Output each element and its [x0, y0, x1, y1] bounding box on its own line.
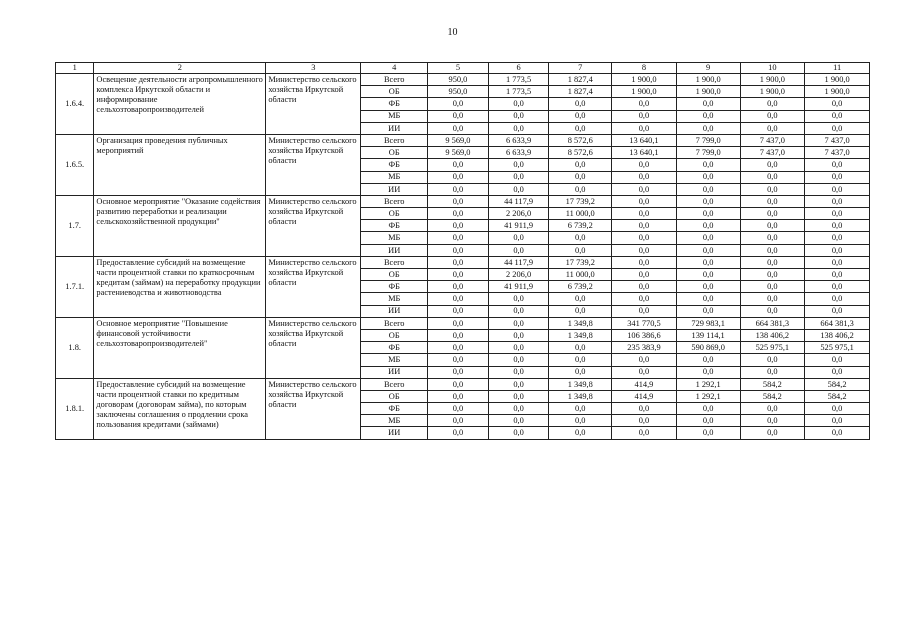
- amount-cell: 1 773,5: [488, 74, 549, 86]
- amount-cell: 0,0: [549, 159, 612, 171]
- amount-cell: 0,0: [612, 122, 677, 134]
- amount-cell: 0,0: [428, 122, 489, 134]
- amount-cell: 8 572,6: [549, 134, 612, 146]
- funding-source: ОБ: [361, 86, 428, 98]
- amount-cell: 0,0: [428, 317, 489, 329]
- responsible-executor: Министерство сельского хозяйства Иркутской области: [266, 256, 361, 317]
- item-number: 1.8.1.: [56, 378, 94, 439]
- funding-source: ФБ: [361, 220, 428, 232]
- amount-cell: 0,0: [676, 159, 740, 171]
- amount-cell: 0,0: [549, 98, 612, 110]
- amount-cell: 0,0: [676, 208, 740, 220]
- amount-cell: 0,0: [428, 159, 489, 171]
- amount-cell: 0,0: [488, 159, 549, 171]
- amount-cell: 0,0: [612, 354, 677, 366]
- amount-cell: 0,0: [612, 244, 677, 256]
- amount-cell: 0,0: [549, 232, 612, 244]
- amount-cell: 0,0: [740, 110, 805, 122]
- column-header: 1: [56, 63, 94, 74]
- amount-cell: 0,0: [612, 232, 677, 244]
- amount-cell: 525 975,1: [740, 342, 805, 354]
- amount-cell: 0,0: [488, 427, 549, 439]
- amount-cell: 584,2: [740, 390, 805, 402]
- amount-cell: 138 406,2: [740, 329, 805, 341]
- amount-cell: 0,0: [488, 122, 549, 134]
- amount-cell: 235 383,9: [612, 342, 677, 354]
- amount-cell: 7 437,0: [740, 147, 805, 159]
- amount-cell: 1 900,0: [740, 86, 805, 98]
- amount-cell: 11 000,0: [549, 269, 612, 281]
- funding-source: Всего: [361, 134, 428, 146]
- funding-source: ОБ: [361, 269, 428, 281]
- column-header: 8: [612, 63, 677, 74]
- amount-cell: 0,0: [488, 390, 549, 402]
- amount-cell: 44 117,9: [488, 256, 549, 268]
- column-header: 6: [488, 63, 549, 74]
- amount-cell: 0,0: [549, 427, 612, 439]
- amount-cell: 0,0: [428, 427, 489, 439]
- amount-cell: 0,0: [549, 122, 612, 134]
- amount-cell: 0,0: [488, 293, 549, 305]
- amount-cell: 584,2: [740, 378, 805, 390]
- page-number: 10: [447, 27, 458, 38]
- amount-cell: 13 640,1: [612, 147, 677, 159]
- amount-cell: 2 206,0: [488, 269, 549, 281]
- amount-cell: 0,0: [612, 427, 677, 439]
- amount-cell: 9 569,0: [428, 147, 489, 159]
- amount-cell: 0,0: [488, 98, 549, 110]
- funding-source: ФБ: [361, 403, 428, 415]
- amount-cell: 0,0: [428, 256, 489, 268]
- amount-cell: 1 349,8: [549, 317, 612, 329]
- funding-source: МБ: [361, 293, 428, 305]
- amount-cell: 0,0: [676, 220, 740, 232]
- amount-cell: 0,0: [740, 208, 805, 220]
- amount-cell: 1 827,4: [549, 86, 612, 98]
- column-header: 5: [428, 63, 489, 74]
- amount-cell: 6 739,2: [549, 281, 612, 293]
- amount-cell: 11 000,0: [549, 208, 612, 220]
- amount-cell: 0,0: [612, 256, 677, 268]
- funding-source: ИИ: [361, 183, 428, 195]
- funding-source: ФБ: [361, 98, 428, 110]
- amount-cell: 0,0: [428, 208, 489, 220]
- amount-cell: 0,0: [676, 269, 740, 281]
- amount-cell: 0,0: [676, 232, 740, 244]
- amount-cell: 1 900,0: [612, 86, 677, 98]
- amount-cell: 0,0: [612, 415, 677, 427]
- amount-cell: 0,0: [740, 232, 805, 244]
- amount-cell: 0,0: [488, 378, 549, 390]
- column-header: 2: [94, 63, 266, 74]
- amount-cell: 0,0: [676, 366, 740, 378]
- amount-cell: 0,0: [740, 122, 805, 134]
- amount-cell: 0,0: [428, 269, 489, 281]
- amount-cell: 0,0: [428, 390, 489, 402]
- amount-cell: 950,0: [428, 74, 489, 86]
- table-row: [56, 134, 870, 146]
- amount-cell: 0,0: [740, 195, 805, 207]
- responsible-executor: Министерство сельского хозяйства Иркутской области: [266, 317, 361, 378]
- amount-cell: 0,0: [549, 183, 612, 195]
- amount-cell: 0,0: [612, 208, 677, 220]
- amount-cell: 0,0: [488, 403, 549, 415]
- amount-cell: 0,0: [805, 403, 870, 415]
- funding-source: МБ: [361, 354, 428, 366]
- amount-cell: 0,0: [676, 98, 740, 110]
- funding-source: МБ: [361, 415, 428, 427]
- amount-cell: 0,0: [740, 269, 805, 281]
- amount-cell: 0,0: [805, 354, 870, 366]
- amount-cell: 0,0: [428, 232, 489, 244]
- amount-cell: 0,0: [805, 244, 870, 256]
- amount-cell: 414,9: [612, 378, 677, 390]
- item-description: Основное мероприятие "Повышение финансовой устойчивости сельхозтоваропроизводителей": [94, 317, 266, 378]
- amount-cell: 1 900,0: [740, 74, 805, 86]
- amount-cell: 664 381,3: [805, 317, 870, 329]
- amount-cell: 0,0: [488, 110, 549, 122]
- amount-cell: 0,0: [549, 415, 612, 427]
- funding-source: ОБ: [361, 329, 428, 341]
- amount-cell: 0,0: [488, 183, 549, 195]
- amount-cell: 1 900,0: [676, 86, 740, 98]
- funding-source: ИИ: [361, 366, 428, 378]
- amount-cell: 0,0: [676, 183, 740, 195]
- amount-cell: 584,2: [805, 390, 870, 402]
- amount-cell: 0,0: [805, 220, 870, 232]
- amount-cell: 0,0: [549, 171, 612, 183]
- amount-cell: 6 739,2: [549, 220, 612, 232]
- amount-cell: 9 569,0: [428, 134, 489, 146]
- funding-source: ИИ: [361, 122, 428, 134]
- item-description: Основное мероприятие "Оказание содействия развитию переработки и реализации сельскохозяйственной продукции": [94, 195, 266, 256]
- amount-cell: 0,0: [740, 403, 805, 415]
- amount-cell: 0,0: [612, 305, 677, 317]
- funding-source: ОБ: [361, 147, 428, 159]
- amount-cell: 0,0: [805, 122, 870, 134]
- amount-cell: 664 381,3: [740, 317, 805, 329]
- amount-cell: 0,0: [428, 183, 489, 195]
- amount-cell: 1 773,5: [488, 86, 549, 98]
- item-number: 1.8.: [56, 317, 94, 378]
- table-row: [56, 195, 870, 207]
- amount-cell: 7 799,0: [676, 134, 740, 146]
- amount-cell: 0,0: [805, 256, 870, 268]
- amount-cell: 0,0: [805, 232, 870, 244]
- table-row: [56, 378, 870, 390]
- column-header: 3: [266, 63, 361, 74]
- funding-source: МБ: [361, 110, 428, 122]
- amount-cell: 525 975,1: [805, 342, 870, 354]
- amount-cell: 0,0: [428, 366, 489, 378]
- amount-cell: 41 911,9: [488, 220, 549, 232]
- amount-cell: 7 799,0: [676, 147, 740, 159]
- item-description: Предоставление субсидий на возмещение части процентной ставки по краткосрочным кредитам (займам) на переработку продукции растениеводства и животноводства: [94, 256, 266, 317]
- amount-cell: 0,0: [740, 427, 805, 439]
- funding-source: МБ: [361, 232, 428, 244]
- amount-cell: 106 386,6: [612, 329, 677, 341]
- table-row: [56, 317, 870, 329]
- amount-cell: 0,0: [488, 244, 549, 256]
- amount-cell: 1 900,0: [676, 74, 740, 86]
- amount-cell: 0,0: [612, 403, 677, 415]
- amount-cell: 0,0: [612, 220, 677, 232]
- amount-cell: 17 739,2: [549, 256, 612, 268]
- amount-cell: 0,0: [805, 415, 870, 427]
- table-row: [56, 74, 870, 86]
- amount-cell: 0,0: [740, 183, 805, 195]
- funding-source: Всего: [361, 195, 428, 207]
- amount-cell: 0,0: [549, 110, 612, 122]
- amount-cell: 0,0: [805, 281, 870, 293]
- responsible-executor: Министерство сельского хозяйства Иркутской области: [266, 378, 361, 439]
- amount-cell: 0,0: [805, 366, 870, 378]
- amount-cell: 0,0: [805, 171, 870, 183]
- amount-cell: 0,0: [740, 159, 805, 171]
- amount-cell: 0,0: [428, 195, 489, 207]
- amount-cell: 0,0: [549, 403, 612, 415]
- amount-cell: 0,0: [612, 171, 677, 183]
- amount-cell: 341 770,5: [612, 317, 677, 329]
- amount-cell: 0,0: [676, 122, 740, 134]
- amount-cell: 44 117,9: [488, 195, 549, 207]
- amount-cell: 0,0: [488, 366, 549, 378]
- funding-source: МБ: [361, 171, 428, 183]
- funding-source: ИИ: [361, 305, 428, 317]
- item-number: 1.7.1.: [56, 256, 94, 317]
- amount-cell: 0,0: [428, 171, 489, 183]
- amount-cell: 0,0: [428, 110, 489, 122]
- funding-source: Всего: [361, 256, 428, 268]
- amount-cell: 8 572,6: [549, 147, 612, 159]
- amount-cell: 0,0: [549, 354, 612, 366]
- amount-cell: 0,0: [428, 281, 489, 293]
- amount-cell: 0,0: [676, 293, 740, 305]
- amount-cell: 0,0: [612, 183, 677, 195]
- amount-cell: 0,0: [428, 354, 489, 366]
- amount-cell: 1 827,4: [549, 74, 612, 86]
- amount-cell: 2 206,0: [488, 208, 549, 220]
- amount-cell: 729 983,1: [676, 317, 740, 329]
- amount-cell: 0,0: [549, 305, 612, 317]
- amount-cell: 0,0: [676, 305, 740, 317]
- column-header: 9: [676, 63, 740, 74]
- amount-cell: 0,0: [805, 98, 870, 110]
- amount-cell: 1 900,0: [612, 74, 677, 86]
- amount-cell: 0,0: [428, 342, 489, 354]
- amount-cell: 0,0: [805, 208, 870, 220]
- amount-cell: 0,0: [612, 195, 677, 207]
- amount-cell: 590 869,0: [676, 342, 740, 354]
- amount-cell: 0,0: [805, 183, 870, 195]
- amount-cell: 0,0: [612, 159, 677, 171]
- amount-cell: 0,0: [676, 427, 740, 439]
- amount-cell: 0,0: [428, 415, 489, 427]
- column-header: 4: [361, 63, 428, 74]
- amount-cell: 0,0: [676, 244, 740, 256]
- table-body: [56, 63, 870, 440]
- amount-cell: 0,0: [740, 281, 805, 293]
- amount-cell: 414,9: [612, 390, 677, 402]
- budget-table: [55, 62, 870, 440]
- amount-cell: 0,0: [676, 415, 740, 427]
- amount-cell: 950,0: [428, 86, 489, 98]
- amount-cell: 0,0: [428, 403, 489, 415]
- amount-cell: 0,0: [676, 354, 740, 366]
- amount-cell: 0,0: [740, 366, 805, 378]
- amount-cell: 0,0: [805, 195, 870, 207]
- column-header: 10: [740, 63, 805, 74]
- amount-cell: 0,0: [488, 232, 549, 244]
- amount-cell: 0,0: [612, 281, 677, 293]
- amount-cell: 13 640,1: [612, 134, 677, 146]
- funding-source: Всего: [361, 378, 428, 390]
- amount-cell: 0,0: [488, 305, 549, 317]
- amount-cell: 6 633,9: [488, 134, 549, 146]
- column-header: 7: [549, 63, 612, 74]
- amount-cell: 6 633,9: [488, 147, 549, 159]
- funding-source: Всего: [361, 317, 428, 329]
- amount-cell: 41 911,9: [488, 281, 549, 293]
- amount-cell: 0,0: [428, 305, 489, 317]
- amount-cell: 0,0: [805, 293, 870, 305]
- amount-cell: 0,0: [428, 244, 489, 256]
- amount-cell: 0,0: [428, 329, 489, 341]
- amount-cell: 1 349,8: [549, 390, 612, 402]
- responsible-executor: Министерство сельского хозяйства Иркутской области: [266, 74, 361, 135]
- amount-cell: 0,0: [740, 415, 805, 427]
- amount-cell: 1 292,1: [676, 390, 740, 402]
- funding-source: Всего: [361, 74, 428, 86]
- amount-cell: 0,0: [676, 195, 740, 207]
- amount-cell: 0,0: [612, 98, 677, 110]
- amount-cell: 0,0: [805, 159, 870, 171]
- amount-cell: 0,0: [549, 342, 612, 354]
- amount-cell: 0,0: [740, 171, 805, 183]
- amount-cell: 0,0: [428, 293, 489, 305]
- funding-source: ОБ: [361, 208, 428, 220]
- amount-cell: 138 406,2: [805, 329, 870, 341]
- responsible-executor: Министерство сельского хозяйства Иркутской области: [266, 195, 361, 256]
- amount-cell: 1 349,8: [549, 329, 612, 341]
- amount-cell: 7 437,0: [805, 134, 870, 146]
- funding-source: ОБ: [361, 390, 428, 402]
- amount-cell: 0,0: [428, 220, 489, 232]
- amount-cell: 17 739,2: [549, 195, 612, 207]
- header-row: [56, 63, 870, 74]
- amount-cell: 0,0: [805, 305, 870, 317]
- amount-cell: 1 900,0: [805, 86, 870, 98]
- amount-cell: 0,0: [612, 366, 677, 378]
- amount-cell: 0,0: [612, 293, 677, 305]
- amount-cell: 0,0: [740, 98, 805, 110]
- amount-cell: 0,0: [676, 403, 740, 415]
- amount-cell: 0,0: [428, 378, 489, 390]
- amount-cell: 0,0: [488, 342, 549, 354]
- amount-cell: 0,0: [740, 354, 805, 366]
- amount-cell: 0,0: [740, 256, 805, 268]
- funding-source: ФБ: [361, 342, 428, 354]
- table-row: [56, 256, 870, 268]
- amount-cell: 584,2: [805, 378, 870, 390]
- amount-cell: 0,0: [612, 110, 677, 122]
- amount-cell: 0,0: [676, 281, 740, 293]
- item-description: Освещение деятельности агропромышленного комплекса Иркутской области и информирование сельхозтоваропроизводителей: [94, 74, 266, 135]
- amount-cell: 0,0: [676, 110, 740, 122]
- responsible-executor: Министерство сельского хозяйства Иркутской области: [266, 134, 361, 195]
- amount-cell: 0,0: [488, 354, 549, 366]
- funding-source: ИИ: [361, 244, 428, 256]
- item-description: Предоставление субсидий на возмещение части процентной ставки по кредитным договорам (договорам займа), по которым заключены соглашения о продлении срока пользования кредитами (займами): [94, 378, 266, 439]
- amount-cell: 1 292,1: [676, 378, 740, 390]
- amount-cell: 0,0: [805, 269, 870, 281]
- amount-cell: 0,0: [805, 110, 870, 122]
- amount-cell: 0,0: [488, 171, 549, 183]
- funding-source: ИИ: [361, 427, 428, 439]
- amount-cell: 7 437,0: [740, 134, 805, 146]
- amount-cell: 0,0: [740, 220, 805, 232]
- amount-cell: 0,0: [488, 329, 549, 341]
- item-number: 1.7.: [56, 195, 94, 256]
- amount-cell: 0,0: [740, 244, 805, 256]
- amount-cell: 1 349,8: [549, 378, 612, 390]
- amount-cell: 0,0: [740, 293, 805, 305]
- amount-cell: 0,0: [676, 171, 740, 183]
- amount-cell: 0,0: [676, 256, 740, 268]
- funding-source: ФБ: [361, 281, 428, 293]
- amount-cell: 0,0: [740, 305, 805, 317]
- funding-source: ФБ: [361, 159, 428, 171]
- amount-cell: 0,0: [488, 317, 549, 329]
- item-description: Организация проведения публичных мероприятий: [94, 134, 266, 195]
- amount-cell: 0,0: [549, 366, 612, 378]
- amount-cell: 0,0: [549, 244, 612, 256]
- amount-cell: 139 114,1: [676, 329, 740, 341]
- amount-cell: 0,0: [612, 269, 677, 281]
- column-header: 11: [805, 63, 870, 74]
- amount-cell: 0,0: [549, 293, 612, 305]
- amount-cell: 1 900,0: [805, 74, 870, 86]
- amount-cell: 0,0: [805, 427, 870, 439]
- item-number: 1.6.5.: [56, 134, 94, 195]
- amount-cell: 0,0: [488, 415, 549, 427]
- amount-cell: 7 437,0: [805, 147, 870, 159]
- item-number: 1.6.4.: [56, 74, 94, 135]
- amount-cell: 0,0: [428, 98, 489, 110]
